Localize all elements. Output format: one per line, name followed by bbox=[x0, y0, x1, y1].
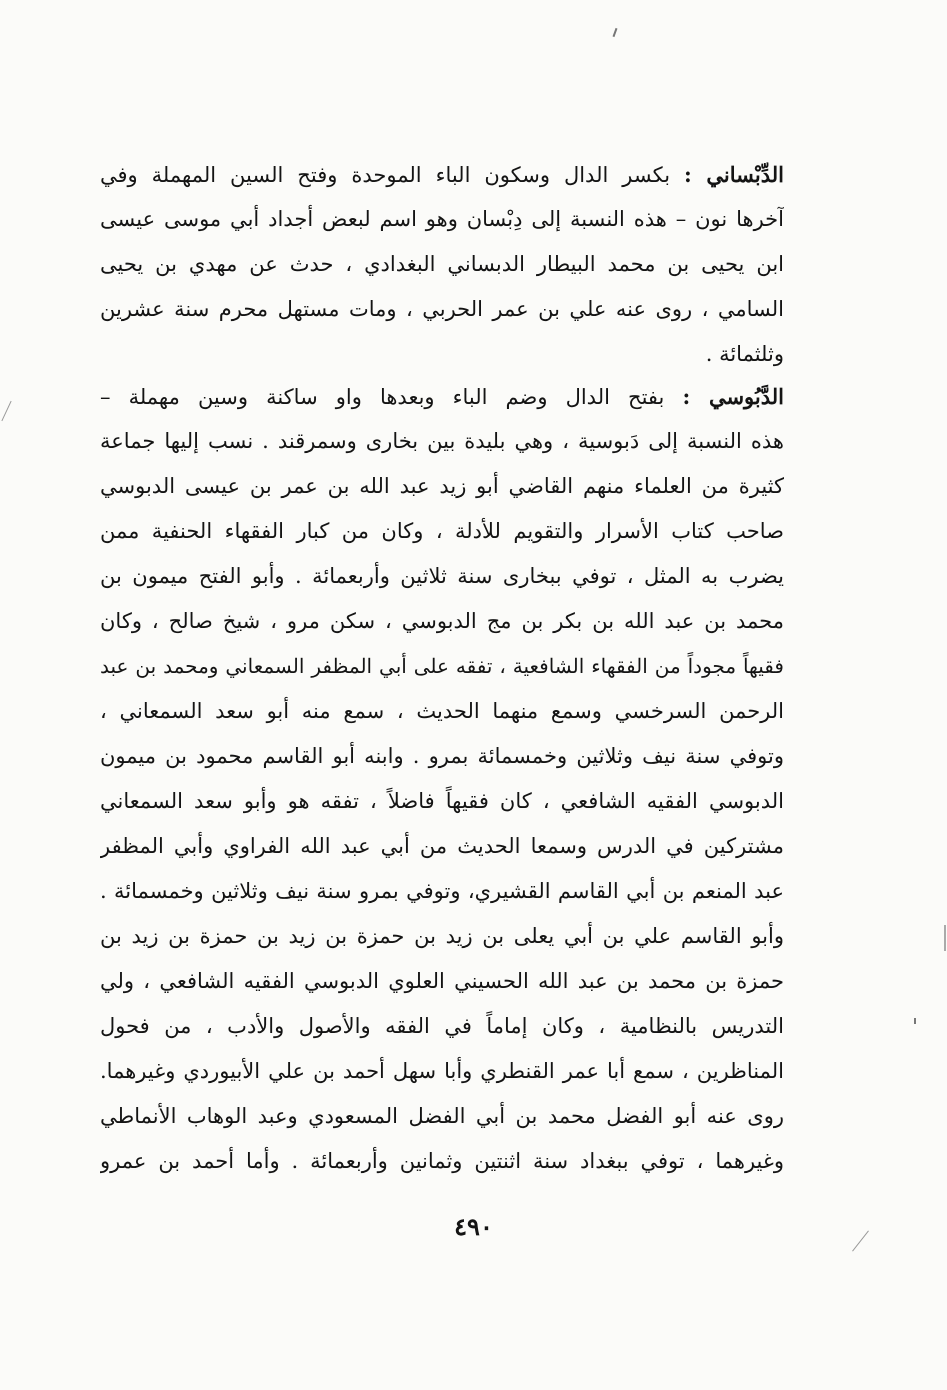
entry-heading: الدَّبُوسي : bbox=[682, 384, 784, 409]
text-line: وتوفي سنة نيف وثلاثين وخمسمائة بمرو . وابنه أبو القاسم محمود بن ميمون bbox=[100, 744, 784, 768]
text-line: وغيرهما ، توفي ببغداد سنة اثنتين وثمانين وأربعمائة . وأما أحمد بن عمرو bbox=[100, 1149, 784, 1173]
text-line: التدريس بالنظامية ، وكان إماماً في الفقه والأصول والأدب ، من فحول bbox=[100, 1014, 784, 1038]
text-line: الدبوسي الفقيه الشافعي ، كان فقيهاً فاضلاً ، تفقه هو وأبو سعد السمعاني bbox=[100, 789, 784, 813]
text-line: الرحمن السرخسي وسمع منهما الحديث ، سمع منه أبو سعد السمعاني ، bbox=[100, 699, 784, 723]
scan-mark bbox=[944, 925, 946, 951]
text-line: السامي ، روى عنه علي بن عمر الحربي ، ومات مستهل محرم سنة عشرين bbox=[100, 297, 784, 321]
text-line: وأبو القاسم علي بن أبي يعلى بن زيد بن حمزة بن زيد بن حمزة بن زيد بن bbox=[100, 924, 784, 948]
text-line: مشتركين في الدرس وسمعا الحديث من أبي عبد الله الفراوي وأبي المظفر bbox=[100, 834, 784, 858]
text-line: المناظرين ، سمع أبا عمر القنطري وأبا سهل أحمد بن علي الأبيوردي وغيرهما. bbox=[100, 1059, 784, 1083]
entry-dibsani bbox=[100, 152, 784, 377]
text-line: فقيهاً مجوداً من الفقهاء الشافعية ، تفقه على أبي المظفر السمعاني ومحمد بن عبد bbox=[100, 654, 784, 678]
text-line: ابن يحيى بن محمد البيطار الدبساني البغدادي ، حدث عن مهدي بن يحيى bbox=[100, 252, 784, 276]
scan-mark bbox=[1, 401, 11, 421]
text-line: روى عنه أبو الفضل محمد بن أبي الفضل المسعودي وعبد الوهاب الأنماطي bbox=[100, 1104, 784, 1128]
text-line: حمزة بن محمد بن عبد الله الحسيني العلوي الدبوسي الفقيه الشافعي ، ولي bbox=[100, 969, 784, 993]
text-line: عبد المنعم بن أبي القاسم القشيري، وتوفي بمرو سنة نيف وثلاثين وخمسمائة . bbox=[100, 879, 784, 903]
text-line: الدِّبْساني : بكسر الدال وسكون الباء الموحدة وفتح السين المهملة وفي bbox=[100, 162, 784, 187]
scan-mark bbox=[613, 28, 618, 37]
text-line: محمد بن عبد الله بن بكر بن مج الدبوسي ، سكن مرو ، شيخ صالح ، وكان bbox=[100, 609, 784, 633]
entry-dabusi bbox=[100, 374, 784, 1184]
text-line: آخرها نون – هذه النسبة إلى دِبْسان وهو اسم لبعض أجداد أبي موسى عيسى bbox=[100, 207, 784, 231]
page-number: ٤٩٠ bbox=[454, 1212, 493, 1241]
entry-heading: الدِّبْساني : bbox=[684, 162, 784, 187]
text-line: كثيرة من العلماء منهم القاضي أبو زيد عبد الله بن عمر بن عيسى الدبوسي bbox=[100, 474, 784, 498]
text-line: صاحب كتاب الأسرار والتقويم للأدلة ، وكان من كبار الفقهاء الحنفية ممن bbox=[100, 519, 784, 543]
text-line: يضرب به المثل ، توفي ببخارى سنة ثلاثين وأربعمائة . وأبو الفتح ميمون بن bbox=[100, 564, 784, 588]
text-line: وثلثمائة . bbox=[705, 342, 784, 366]
scan-mark bbox=[914, 1018, 916, 1024]
text-line: هذه النسبة إلى دَبوسية ، وهي بليدة بين بخارى وسمرقند . نسب إليها جماعة bbox=[100, 429, 784, 453]
text-line: الدَّبُوسي : بفتح الدال وضم الباء وبعدها واو ساكنة وسين مهملة – bbox=[100, 384, 784, 409]
